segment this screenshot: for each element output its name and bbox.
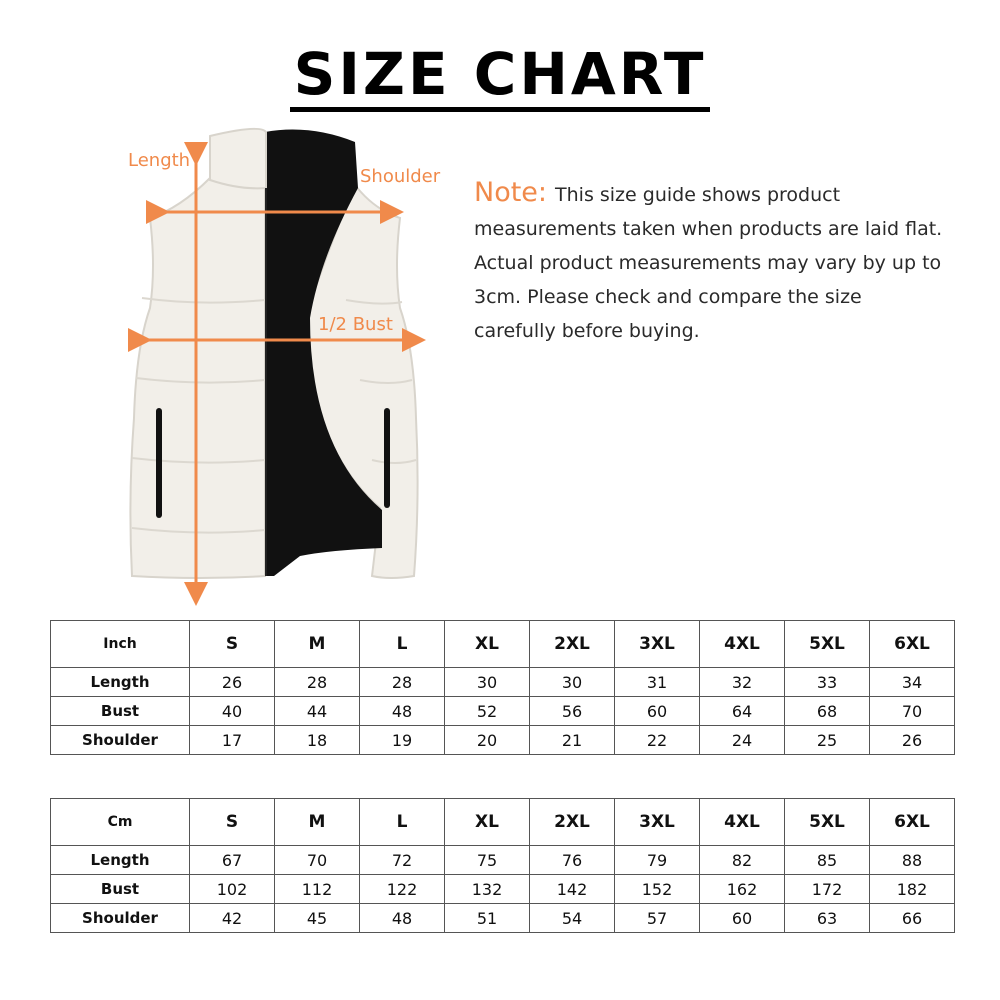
table-cell: 172 — [785, 875, 870, 904]
table-cell: 28 — [275, 668, 360, 697]
size-header: S — [190, 799, 275, 846]
size-header: L — [360, 799, 445, 846]
table-cell: 34 — [870, 668, 955, 697]
table-cell: 142 — [530, 875, 615, 904]
size-header: 2XL — [530, 621, 615, 668]
left-pocket — [156, 408, 162, 518]
table-cell: 85 — [785, 846, 870, 875]
size-header: 6XL — [870, 799, 955, 846]
length-label: Length — [128, 150, 191, 171]
table-cell: 25 — [785, 726, 870, 755]
table-cell: 19 — [360, 726, 445, 755]
table-cell: 22 — [615, 726, 700, 755]
table-row — [51, 668, 955, 697]
size-header: S — [190, 621, 275, 668]
table-cell: 45 — [275, 904, 360, 933]
row-label: Length — [51, 846, 190, 875]
vest-figure — [110, 118, 470, 608]
table-cell: 48 — [360, 904, 445, 933]
vest-illustration — [110, 118, 470, 608]
table-cell: 54 — [530, 904, 615, 933]
inch-header-row — [51, 621, 955, 668]
row-label: Shoulder — [51, 726, 190, 755]
table-cell: 52 — [445, 697, 530, 726]
table-cell: 60 — [700, 904, 785, 933]
size-header: 5XL — [785, 799, 870, 846]
size-header: M — [275, 799, 360, 846]
table-cell: 30 — [530, 668, 615, 697]
table-row — [51, 875, 955, 904]
table-cell: 31 — [615, 668, 700, 697]
table-cell: 75 — [445, 846, 530, 875]
table-cell: 112 — [275, 875, 360, 904]
table-cell: 82 — [700, 846, 785, 875]
cm-unit-cell: Cm — [51, 799, 190, 846]
table-cell: 132 — [445, 875, 530, 904]
row-label: Shoulder — [51, 904, 190, 933]
table-cell: 20 — [445, 726, 530, 755]
row-label: Bust — [51, 697, 190, 726]
table-cell: 67 — [190, 846, 275, 875]
table-row — [51, 846, 955, 875]
table-cell: 48 — [360, 697, 445, 726]
table-cell: 26 — [870, 726, 955, 755]
table-cell: 88 — [870, 846, 955, 875]
table-cell: 24 — [700, 726, 785, 755]
table-cell: 162 — [700, 875, 785, 904]
table-cell: 28 — [360, 668, 445, 697]
table-cell: 33 — [785, 668, 870, 697]
size-header: 3XL — [615, 621, 700, 668]
size-chart-title — [0, 40, 1000, 112]
title-text: SIZE CHART — [290, 44, 711, 112]
table-cell: 32 — [700, 668, 785, 697]
table-row — [51, 726, 955, 755]
table-cell: 18 — [275, 726, 360, 755]
note-heading: Note: — [474, 177, 548, 208]
table-cell: 44 — [275, 697, 360, 726]
size-header: 5XL — [785, 621, 870, 668]
table-cell: 30 — [445, 668, 530, 697]
shoulder-label: Shoulder — [360, 166, 441, 187]
table-cell: 26 — [190, 668, 275, 697]
table-row — [51, 697, 955, 726]
table-cell: 60 — [615, 697, 700, 726]
cm-size-table — [50, 798, 955, 933]
bust-label: 1/2 Bust — [318, 314, 393, 335]
row-label: Bust — [51, 875, 190, 904]
table-cell: 79 — [615, 846, 700, 875]
table-cell: 57 — [615, 904, 700, 933]
table-row — [51, 904, 955, 933]
table-cell: 42 — [190, 904, 275, 933]
inch-unit-cell: Inch — [51, 621, 190, 668]
size-header: XL — [445, 799, 530, 846]
right-pocket — [384, 408, 390, 508]
size-header: M — [275, 621, 360, 668]
table-cell: 68 — [785, 697, 870, 726]
vest-collar — [210, 129, 266, 189]
cm-header-row — [51, 799, 955, 846]
table-cell: 56 — [530, 697, 615, 726]
table-cell: 51 — [445, 904, 530, 933]
size-header: 2XL — [530, 799, 615, 846]
vest-left-panel — [130, 131, 265, 578]
inch-size-table — [50, 620, 955, 755]
row-label: Length — [51, 668, 190, 697]
size-header: 4XL — [700, 799, 785, 846]
table-cell: 66 — [870, 904, 955, 933]
table-cell: 70 — [275, 846, 360, 875]
size-header: 4XL — [700, 621, 785, 668]
note-text: This size guide shows product measurements taken when products are laid flat. Actual product measurements may vary by up to 3cm. Please check and compare the size carefully before buying. — [474, 184, 943, 342]
table-cell: 76 — [530, 846, 615, 875]
table-cell: 182 — [870, 875, 955, 904]
table-cell: 102 — [190, 875, 275, 904]
table-cell: 72 — [360, 846, 445, 875]
table-cell: 122 — [360, 875, 445, 904]
table-cell: 40 — [190, 697, 275, 726]
table-cell: 152 — [615, 875, 700, 904]
table-cell: 21 — [530, 726, 615, 755]
size-header: L — [360, 621, 445, 668]
table-cell: 70 — [870, 697, 955, 726]
size-header: XL — [445, 621, 530, 668]
note-block — [474, 176, 944, 348]
table-cell: 63 — [785, 904, 870, 933]
table-cell: 64 — [700, 697, 785, 726]
table-cell: 17 — [190, 726, 275, 755]
size-header: 6XL — [870, 621, 955, 668]
size-header: 3XL — [615, 799, 700, 846]
